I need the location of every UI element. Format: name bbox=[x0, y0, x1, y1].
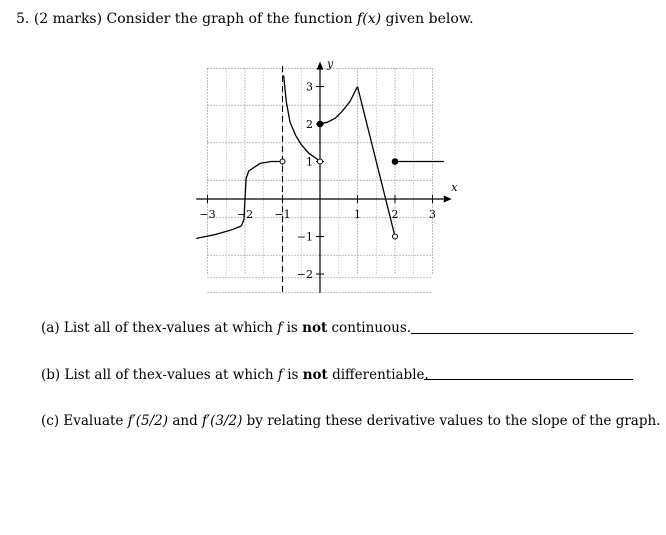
part-a-is: is bbox=[286, 320, 298, 336]
x-tick-label: −2 bbox=[236, 208, 254, 221]
part-b-is: is bbox=[287, 367, 299, 383]
y-tick-label: 3 bbox=[306, 80, 313, 94]
filled-point bbox=[317, 121, 323, 127]
y-tick-label: −1 bbox=[296, 230, 313, 244]
part-a-middle: -values at which bbox=[161, 320, 273, 336]
part-b-f: f bbox=[277, 367, 283, 383]
part-c-after: by relating these derivative values to the slope of the graph. bbox=[246, 413, 661, 429]
question-number: 5. bbox=[16, 11, 30, 27]
question-function: f(x) bbox=[357, 11, 382, 27]
part-b-after: differentiable. bbox=[332, 367, 429, 383]
part-c-and: and bbox=[172, 413, 198, 429]
open-point bbox=[393, 234, 398, 239]
part-b-bold: not bbox=[302, 367, 328, 383]
part-a bbox=[41, 320, 411, 336]
part-a-after: continuous. bbox=[331, 320, 412, 336]
question-text-before: Consider the graph of the function bbox=[106, 11, 353, 27]
part-a-before: List all of the bbox=[63, 320, 155, 336]
part-a-label: (a) bbox=[41, 320, 60, 336]
x-tick-label: −1 bbox=[274, 208, 291, 221]
part-a-f: f bbox=[277, 320, 283, 336]
part-c-label: (c) bbox=[41, 413, 60, 429]
y-tick-label: 1 bbox=[306, 155, 313, 169]
part-b bbox=[41, 367, 429, 383]
part-c-derivative-2: f′(3/2) bbox=[202, 413, 243, 429]
part-b-before: List all of the bbox=[64, 367, 155, 383]
part-c-derivative-1: f′(5/2) bbox=[127, 413, 169, 429]
answer-line-a[interactable] bbox=[411, 333, 633, 334]
axes bbox=[196, 58, 458, 293]
curve-falling-line bbox=[358, 87, 396, 237]
part-a-var: x bbox=[154, 320, 162, 336]
curve-right-of-asymptote bbox=[284, 75, 320, 161]
x-tick-label: 1 bbox=[354, 208, 361, 221]
open-point bbox=[280, 159, 285, 164]
part-c bbox=[41, 413, 660, 429]
part-b-label: (b) bbox=[41, 367, 61, 383]
y-axis-arrowhead bbox=[317, 62, 324, 70]
filled-point bbox=[392, 159, 398, 165]
y-axis-label: y bbox=[327, 57, 334, 71]
part-a-bold: not bbox=[302, 320, 328, 336]
x-axis-arrowhead bbox=[444, 196, 452, 203]
curve-left-tail bbox=[196, 226, 241, 238]
x-tick-label: 2 bbox=[391, 208, 399, 221]
question-text-after: given below. bbox=[385, 11, 474, 27]
answer-line-b[interactable] bbox=[424, 379, 633, 380]
y-tick-label: −2 bbox=[296, 268, 313, 281]
x-axis-label: x bbox=[451, 181, 458, 194]
part-b-middle: -values at which bbox=[162, 367, 274, 383]
x-tick-label: 3 bbox=[429, 208, 436, 221]
ticks bbox=[199, 81, 436, 282]
question-marks: (2 marks) bbox=[33, 11, 103, 27]
x-tick-label: −3 bbox=[199, 208, 216, 221]
open-point bbox=[318, 159, 323, 164]
y-tick-label: 2 bbox=[306, 118, 313, 131]
part-b-var: x bbox=[154, 367, 163, 383]
part-c-before: Evaluate bbox=[63, 413, 124, 429]
